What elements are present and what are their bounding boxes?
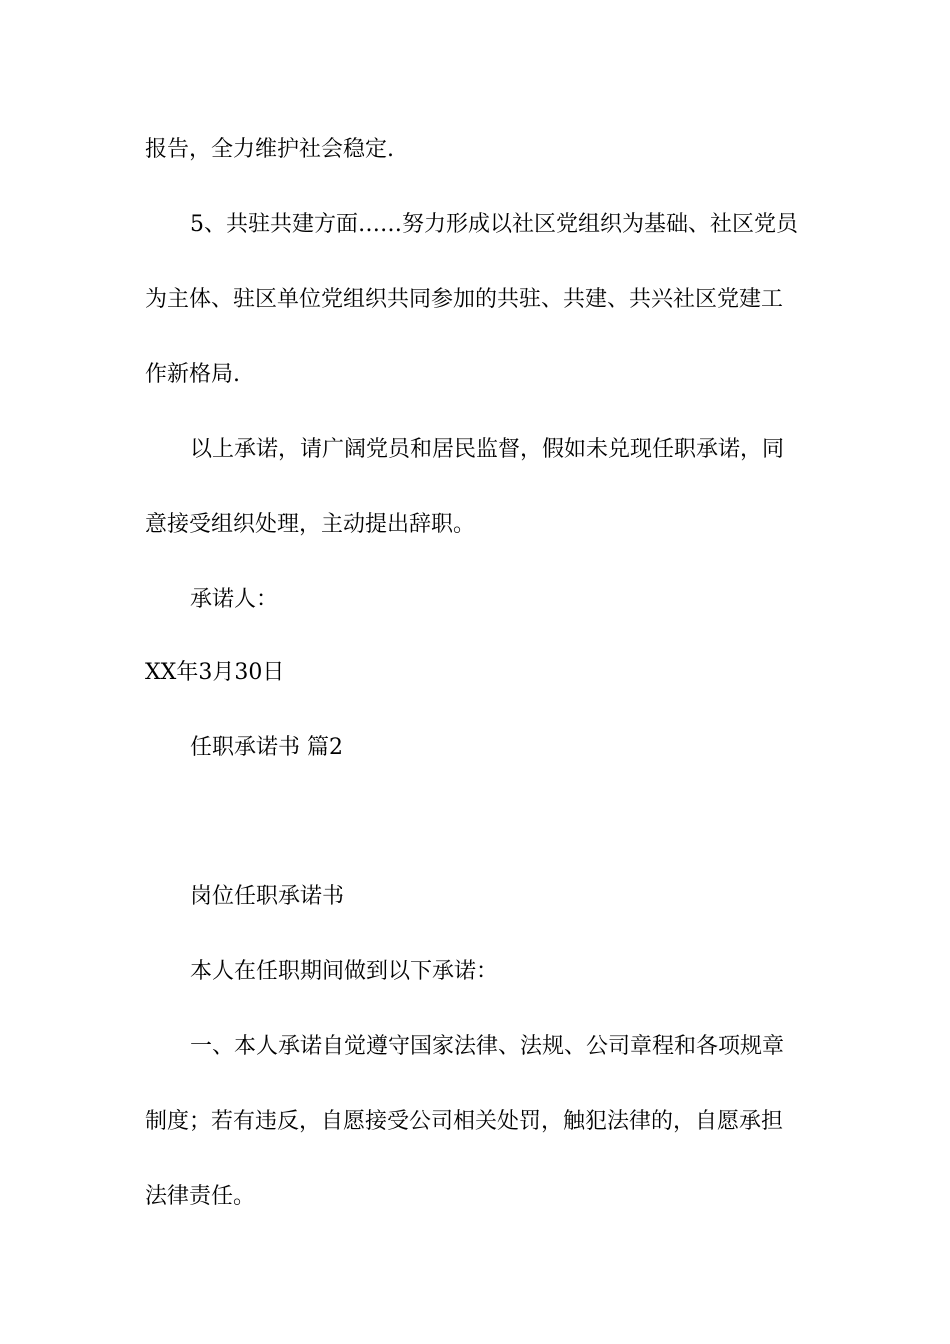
paragraph-line: 5、共驻共建方面……努力形成以社区党组织为基础、社区党员 [190, 212, 798, 237]
signature-date: XX年3月30日 [145, 660, 285, 685]
paragraph-line: 一、本人承诺自觉遵守国家法律、法规、公司章程和各项规章 [190, 1034, 785, 1059]
document-heading: 岗位任职承诺书 [190, 884, 345, 909]
paragraph-line: 报告，全力维护社会稳定. [145, 137, 394, 162]
paragraph-line: 作新格局. [145, 362, 240, 387]
paragraph-line: 本人在任职期间做到以下承诺： [190, 959, 499, 984]
paragraph-line: 意接受组织处理，主动提出辞职。 [145, 512, 476, 537]
section-title: 任职承诺书 篇2 [190, 735, 343, 760]
paragraph-line: 法律责任。 [145, 1184, 256, 1209]
signature-label: 承诺人： [190, 587, 279, 612]
paragraph-line: 制度；若有违反，自愿接受公司相关处罚，触犯法律的，自愿承担 [145, 1109, 784, 1134]
paragraph-line: 以上承诺，请广阔党员和居民监督，假如未兑现任职承诺，同 [190, 437, 785, 462]
paragraph-line: 为主体、驻区单位党组织共同参加的共驻、共建、共兴社区党建工 [145, 287, 784, 312]
